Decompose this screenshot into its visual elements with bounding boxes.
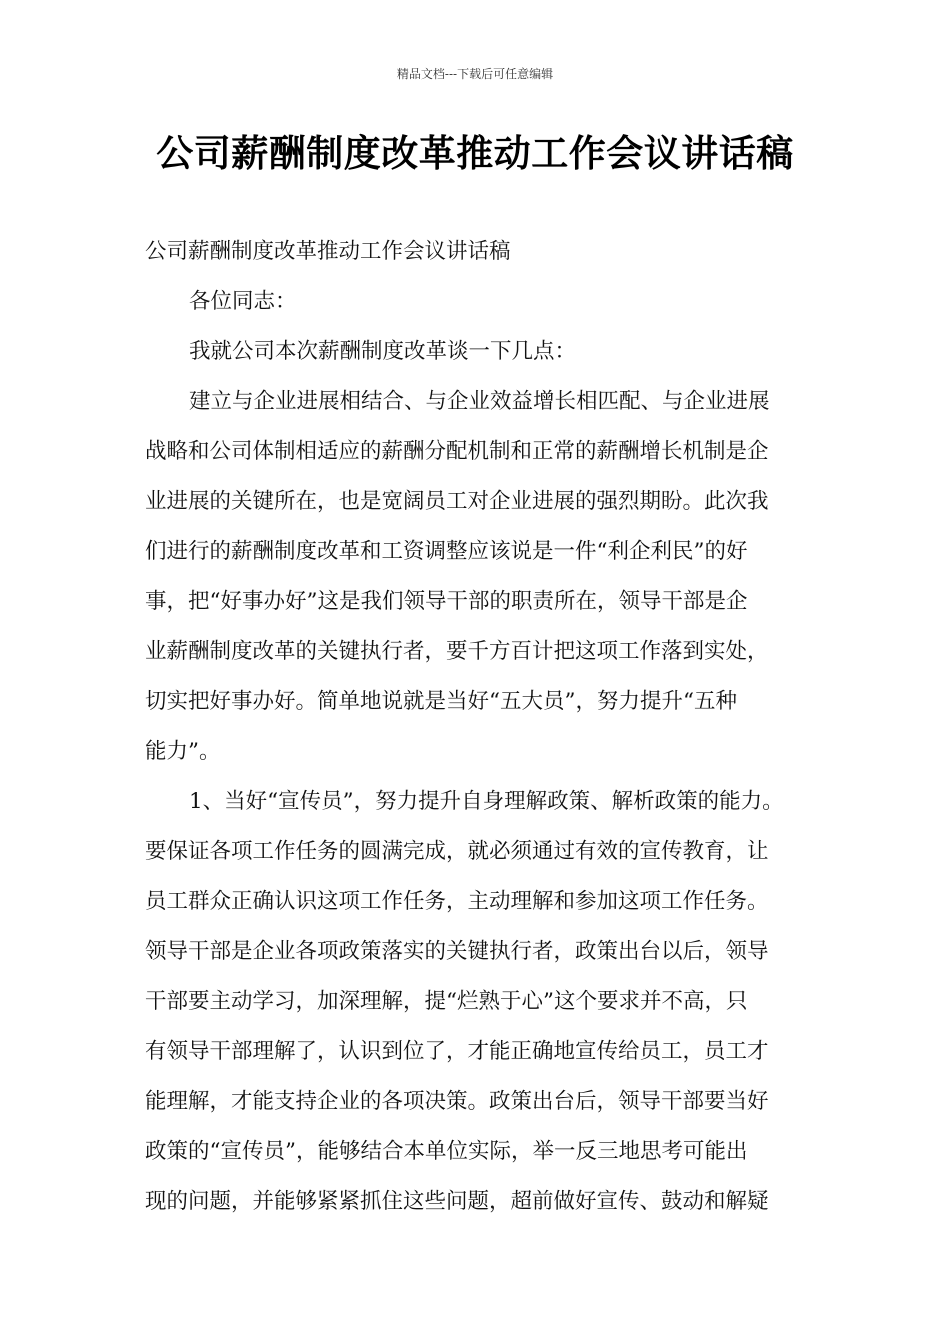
paragraph-line: 能理解，才能支持企业的各项决策。政策出台后，领导干部要当好 bbox=[145, 1089, 769, 1114]
page-header: 精品文档---下载后可任意编辑 bbox=[396, 67, 554, 81]
paragraph-line: 业进展的关键所在，也是宽阔员工对企业进展的强烈期盼。此次我 bbox=[145, 489, 769, 514]
paragraph-line: 现的问题，并能够紧紧抓住这些问题，超前做好宣传、鼓动和解疑 bbox=[145, 1189, 769, 1214]
document-title: 公司薪酬制度改革推动工作会议讲话稿 bbox=[156, 132, 794, 175]
salutation-line: 各位同志： bbox=[189, 289, 297, 314]
paragraph-line: 战略和公司体制相适应的薪酬分配机制和正常的薪酬增长机制是企 bbox=[145, 439, 769, 464]
document-body bbox=[145, 227, 809, 1227]
paragraph-line: 切实把好事办好。简单地说就是当好“五大员”，努力提升“五种 bbox=[145, 689, 737, 714]
paragraph-line: 领导干部是企业各项政策落实的关键执行者，政策出台以后，领导 bbox=[145, 939, 769, 964]
paragraph-line: 员工群众正确认识这项工作任务，主动理解和参加这项工作任务。 bbox=[145, 889, 769, 914]
paragraph-line: 建立与企业进展相结合、与企业效益增长相匹配、与企业进展 bbox=[189, 389, 770, 414]
paragraph-line: 要保证各项工作任务的圆满完成，就必须通过有效的宣传教育，让 bbox=[145, 839, 769, 864]
paragraph-line: 干部要主动学习，加深理解，提“烂熟于心”这个要求并不高，只 bbox=[145, 989, 748, 1014]
intro-line: 我就公司本次薪酬制度改革谈一下几点： bbox=[189, 339, 577, 364]
paragraph-line: 有领导干部理解了，认识到位了，才能正确地宣传给员工，员工才 bbox=[145, 1039, 769, 1064]
paragraph-line: 业薪酬制度改革的关键执行者，要千方百计把这项工作落到实处， bbox=[145, 639, 769, 664]
paragraph-line: 1、当好“宣传员”，努力提升自身理解政策、解析政策的能力。 bbox=[189, 789, 784, 814]
subtitle-line: 公司薪酬制度改革推动工作会议讲话稿 bbox=[145, 239, 511, 264]
paragraph-line: 能力”。 bbox=[145, 739, 221, 764]
paragraph-line: 们进行的薪酬制度改革和工资调整应该说是一件“利企利民”的好 bbox=[145, 539, 748, 564]
paragraph-line: 政策的“宣传员”，能够结合本单位实际，举一反三地思考可能出 bbox=[145, 1139, 748, 1164]
paragraph-line: 事，把“好事办好”这是我们领导干部的职责所在，领导干部是企 bbox=[145, 589, 748, 614]
